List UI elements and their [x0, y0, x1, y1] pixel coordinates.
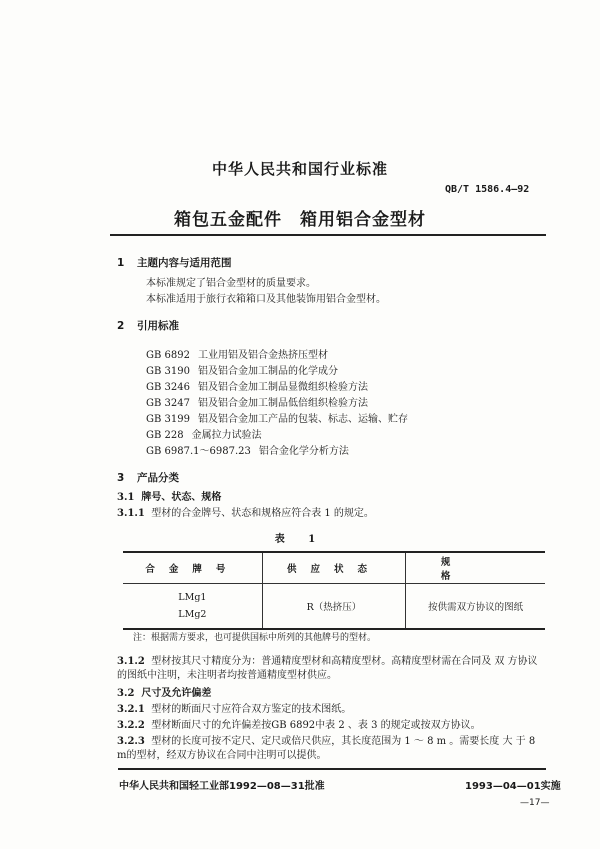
table-note: 注：根据需方要求，也可提供国标中所列的其他牌号的型材。 — [133, 633, 377, 643]
ref-code: GB 6987.1～6987.23 — [146, 446, 251, 457]
spec-cell: 按供需双方协议的图纸 — [406, 584, 545, 629]
subsection-3-1 — [117, 491, 221, 505]
ref-code: GB 3199 — [146, 414, 190, 425]
page-number: —17— — [520, 798, 550, 808]
org-title: 中华人民共和国行业标准 — [211, 160, 388, 178]
header-rule — [110, 234, 546, 236]
table-row — [123, 584, 545, 629]
alloy-grade: LMg2 — [178, 608, 207, 620]
ref-title: 铝及铝合金加工制品显微组织检验方法 — [197, 382, 368, 393]
clause-3-2-3 — [117, 735, 547, 763]
clause-text: 型材按其尺寸精度分为：普通精度型材和高精度型材。高精度型材需在合同及 双 方协议的图纸中注明，未注明者均按普通精度型材供应。 — [117, 656, 538, 681]
subsection-number: 3.2 — [117, 688, 135, 699]
column-header: 规格 — [406, 552, 545, 584]
paragraph: 本标准规定了铝合金型材的质量要求。 — [146, 278, 316, 289]
ref-code: GB 228 — [146, 430, 184, 441]
reference-item — [146, 394, 368, 409]
reference-item — [146, 346, 328, 361]
section-number: 2 — [117, 320, 125, 332]
clause-number: 3.2.2 — [117, 720, 145, 731]
section-3-heading — [117, 470, 179, 485]
subsection-number: 3.1 — [117, 492, 135, 503]
clause-text: 型材的长度可按不定尺、定尺或倍尺供应，其长度范围为 1 ～ 8 m 。需要长度 大 于 8 m的型材，经双方协议在合同中注明可以提供。 — [117, 736, 536, 761]
alloy-grade: LMg1 — [178, 591, 207, 603]
ref-title: 工业用铝及铝合金热挤压型材 — [197, 350, 328, 361]
clause-3-1-1 — [117, 507, 374, 521]
reference-item — [146, 362, 338, 377]
section-number: 3 — [117, 472, 125, 484]
clause-number: 3.1.2 — [117, 656, 145, 667]
clause-text: 型材的断面尺寸应符合双方鉴定的技术图纸。 — [151, 704, 352, 715]
section-2-heading — [117, 318, 179, 333]
footer-rule — [118, 768, 546, 770]
standard-code: QB/T 1586.4—92 — [445, 184, 530, 195]
ref-code: GB 3247 — [146, 398, 190, 409]
ref-title: 铝及铝合金加工产品的包装、标志、运输、贮存 — [197, 414, 408, 425]
ref-title: 铝及铝合金加工制品的化学成分 — [197, 366, 338, 377]
ref-code: GB 6892 — [146, 350, 190, 361]
ref-title: 铝合金化学分析方法 — [258, 446, 349, 457]
clause-number: 3.2.1 — [117, 704, 145, 715]
alloy-cell — [123, 584, 262, 629]
column-header: 合金牌号 — [145, 564, 240, 575]
clause-3-2-2 — [117, 719, 481, 733]
clause-3-2-1 — [117, 703, 351, 717]
reference-item — [146, 442, 349, 457]
effective-date: 1993—04—01实施 — [465, 781, 561, 792]
subsection-title: 尺寸及允许偏差 — [141, 688, 212, 699]
section-1-heading — [117, 255, 232, 270]
reference-item — [146, 426, 262, 441]
section-title: 产品分类 — [137, 472, 179, 484]
ref-title: 金属拉力试验法 — [191, 430, 262, 441]
state-cell: R（热挤压） — [262, 584, 405, 629]
reference-item — [146, 410, 408, 425]
table-caption: 表 1 — [274, 534, 326, 545]
table-1 — [123, 551, 545, 630]
ref-code: GB 3190 — [146, 366, 190, 377]
section-number: 1 — [117, 257, 125, 269]
clause-text: 型材断面尺寸的允许偏差按GB 6892中表 2 、表 3 的规定或按双方协议。 — [151, 720, 481, 731]
clause-3-1-2 — [117, 655, 547, 683]
section-title: 引用标准 — [137, 320, 179, 332]
clause-number: 3.2.3 — [117, 736, 145, 747]
clause-number: 3.1.1 — [117, 508, 145, 519]
ref-code: GB 3246 — [146, 382, 190, 393]
clause-text: 型材的合金牌号、状态和规格应符合表 1 的规定。 — [151, 508, 374, 519]
approval-line: 中华人民共和国轻工业部1992—08—31批准 — [119, 781, 325, 792]
reference-item — [146, 378, 368, 393]
ref-title: 铝及铝合金加工制品低倍组织检验方法 — [197, 398, 368, 409]
subsection-3-2 — [117, 687, 211, 701]
table-header-row — [123, 552, 545, 584]
section-title: 主题内容与适用范围 — [137, 257, 232, 269]
paragraph: 本标准适用于旅行衣箱箱口及其他装饰用铝合金型材。 — [146, 294, 386, 305]
subsection-title: 牌号、状态、规格 — [141, 492, 222, 503]
document-title: 箱包五金配件 箱用铝合金型材 — [174, 210, 426, 230]
column-header: 供应状态 — [262, 552, 405, 584]
